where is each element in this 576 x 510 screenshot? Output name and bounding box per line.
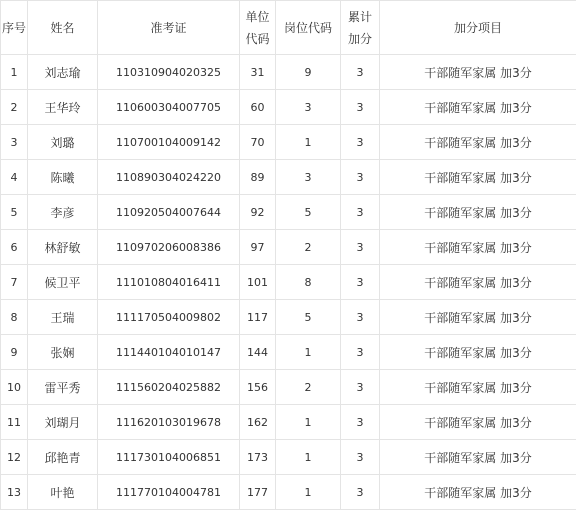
cell-total-bonus: 3	[341, 160, 380, 195]
cell-unit-code: 97	[240, 230, 276, 265]
cell-seq: 4	[1, 160, 28, 195]
cell-name: 王瑞	[28, 300, 98, 335]
cell-unit-code: 31	[240, 55, 276, 90]
cell-seq: 3	[1, 125, 28, 160]
cell-name: 陈曦	[28, 160, 98, 195]
table-row	[1, 475, 576, 510]
cell-unit-code: 162	[240, 405, 276, 440]
table-row	[1, 55, 576, 90]
cell-bonus-item: 干部随军家属 加3分	[380, 475, 576, 510]
cell-name: 雷平秀	[28, 370, 98, 405]
cell-ticket: 111170504009802	[98, 300, 240, 335]
header-total-bonus-line1: 累计	[341, 6, 379, 28]
cell-post-code: 2	[276, 370, 341, 405]
cell-total-bonus: 3	[341, 195, 380, 230]
cell-ticket: 111560204025882	[98, 370, 240, 405]
cell-post-code: 1	[276, 335, 341, 370]
header-name: 姓名	[28, 1, 98, 55]
header-total-bonus	[341, 1, 380, 55]
cell-post-code: 2	[276, 230, 341, 265]
cell-name: 刘璐	[28, 125, 98, 160]
cell-ticket: 110700104009142	[98, 125, 240, 160]
cell-name: 王华玲	[28, 90, 98, 125]
cell-unit-code: 173	[240, 440, 276, 475]
header-bonus-item: 加分项目	[380, 1, 576, 55]
header-row	[1, 1, 576, 55]
cell-ticket: 110890304024220	[98, 160, 240, 195]
cell-ticket: 111440104010147	[98, 335, 240, 370]
cell-bonus-item: 干部随军家属 加3分	[380, 90, 576, 125]
cell-bonus-item: 干部随军家属 加3分	[380, 195, 576, 230]
table-row	[1, 405, 576, 440]
cell-unit-code: 144	[240, 335, 276, 370]
cell-ticket: 111730104006851	[98, 440, 240, 475]
table-row	[1, 125, 576, 160]
cell-total-bonus: 3	[341, 90, 380, 125]
cell-ticket: 110920504007644	[98, 195, 240, 230]
cell-total-bonus: 3	[341, 335, 380, 370]
cell-seq: 11	[1, 405, 28, 440]
cell-ticket: 111010804016411	[98, 265, 240, 300]
cell-unit-code: 156	[240, 370, 276, 405]
cell-seq: 13	[1, 475, 28, 510]
cell-total-bonus: 3	[341, 265, 380, 300]
cell-total-bonus: 3	[341, 475, 380, 510]
table-row	[1, 370, 576, 405]
cell-unit-code: 70	[240, 125, 276, 160]
cell-post-code: 3	[276, 160, 341, 195]
cell-name: 叶艳	[28, 475, 98, 510]
cell-unit-code: 101	[240, 265, 276, 300]
table-row	[1, 265, 576, 300]
header-unit-code-line1: 单位	[240, 6, 275, 28]
cell-post-code: 9	[276, 55, 341, 90]
cell-post-code: 5	[276, 195, 341, 230]
cell-unit-code: 92	[240, 195, 276, 230]
cell-name: 邱艳青	[28, 440, 98, 475]
cell-total-bonus: 3	[341, 300, 380, 335]
table-row	[1, 440, 576, 475]
cell-seq: 8	[1, 300, 28, 335]
cell-post-code: 5	[276, 300, 341, 335]
table-row	[1, 90, 576, 125]
cell-seq: 12	[1, 440, 28, 475]
table-row	[1, 300, 576, 335]
table-row	[1, 195, 576, 230]
cell-post-code: 8	[276, 265, 341, 300]
header-post-code: 岗位代码	[276, 1, 341, 55]
cell-ticket: 111770104004781	[98, 475, 240, 510]
cell-bonus-item: 干部随军家属 加3分	[380, 300, 576, 335]
cell-post-code: 3	[276, 90, 341, 125]
cell-unit-code: 60	[240, 90, 276, 125]
cell-bonus-item: 干部随军家属 加3分	[380, 440, 576, 475]
cell-bonus-item: 干部随军家属 加3分	[380, 160, 576, 195]
cell-bonus-item: 干部随军家属 加3分	[380, 265, 576, 300]
header-unit-code	[240, 1, 276, 55]
table-row	[1, 335, 576, 370]
cell-ticket: 111620103019678	[98, 405, 240, 440]
cell-total-bonus: 3	[341, 55, 380, 90]
table-body	[1, 55, 576, 510]
header-unit-code-line2: 代码	[240, 28, 275, 50]
cell-total-bonus: 3	[341, 440, 380, 475]
header-ticket: 准考证	[98, 1, 240, 55]
header-total-bonus-line2: 加分	[341, 28, 379, 50]
cell-total-bonus: 3	[341, 370, 380, 405]
cell-ticket: 110310904020325	[98, 55, 240, 90]
cell-name: 李彦	[28, 195, 98, 230]
cell-seq: 5	[1, 195, 28, 230]
cell-bonus-item: 干部随军家属 加3分	[380, 230, 576, 265]
cell-bonus-item: 干部随军家属 加3分	[380, 125, 576, 160]
cell-total-bonus: 3	[341, 405, 380, 440]
cell-total-bonus: 3	[341, 230, 380, 265]
cell-seq: 6	[1, 230, 28, 265]
cell-unit-code: 117	[240, 300, 276, 335]
cell-name: 林舒敏	[28, 230, 98, 265]
cell-post-code: 1	[276, 475, 341, 510]
cell-bonus-item: 干部随军家属 加3分	[380, 370, 576, 405]
cell-seq: 1	[1, 55, 28, 90]
cell-unit-code: 177	[240, 475, 276, 510]
cell-ticket: 110600304007705	[98, 90, 240, 125]
table-row	[1, 230, 576, 265]
cell-post-code: 1	[276, 125, 341, 160]
cell-seq: 9	[1, 335, 28, 370]
cell-name: 刘瑚月	[28, 405, 98, 440]
cell-name: 候卫平	[28, 265, 98, 300]
cell-seq: 7	[1, 265, 28, 300]
header-seq: 序号	[1, 1, 28, 55]
cell-bonus-item: 干部随军家属 加3分	[380, 405, 576, 440]
cell-ticket: 110970206008386	[98, 230, 240, 265]
cell-seq: 2	[1, 90, 28, 125]
cell-unit-code: 89	[240, 160, 276, 195]
cell-name: 张娴	[28, 335, 98, 370]
cell-name: 刘志瑜	[28, 55, 98, 90]
cell-bonus-item: 干部随军家属 加3分	[380, 55, 576, 90]
cell-post-code: 1	[276, 405, 341, 440]
cell-post-code: 1	[276, 440, 341, 475]
table-row	[1, 160, 576, 195]
cell-total-bonus: 3	[341, 125, 380, 160]
cell-bonus-item: 干部随军家属 加3分	[380, 335, 576, 370]
cell-seq: 10	[1, 370, 28, 405]
